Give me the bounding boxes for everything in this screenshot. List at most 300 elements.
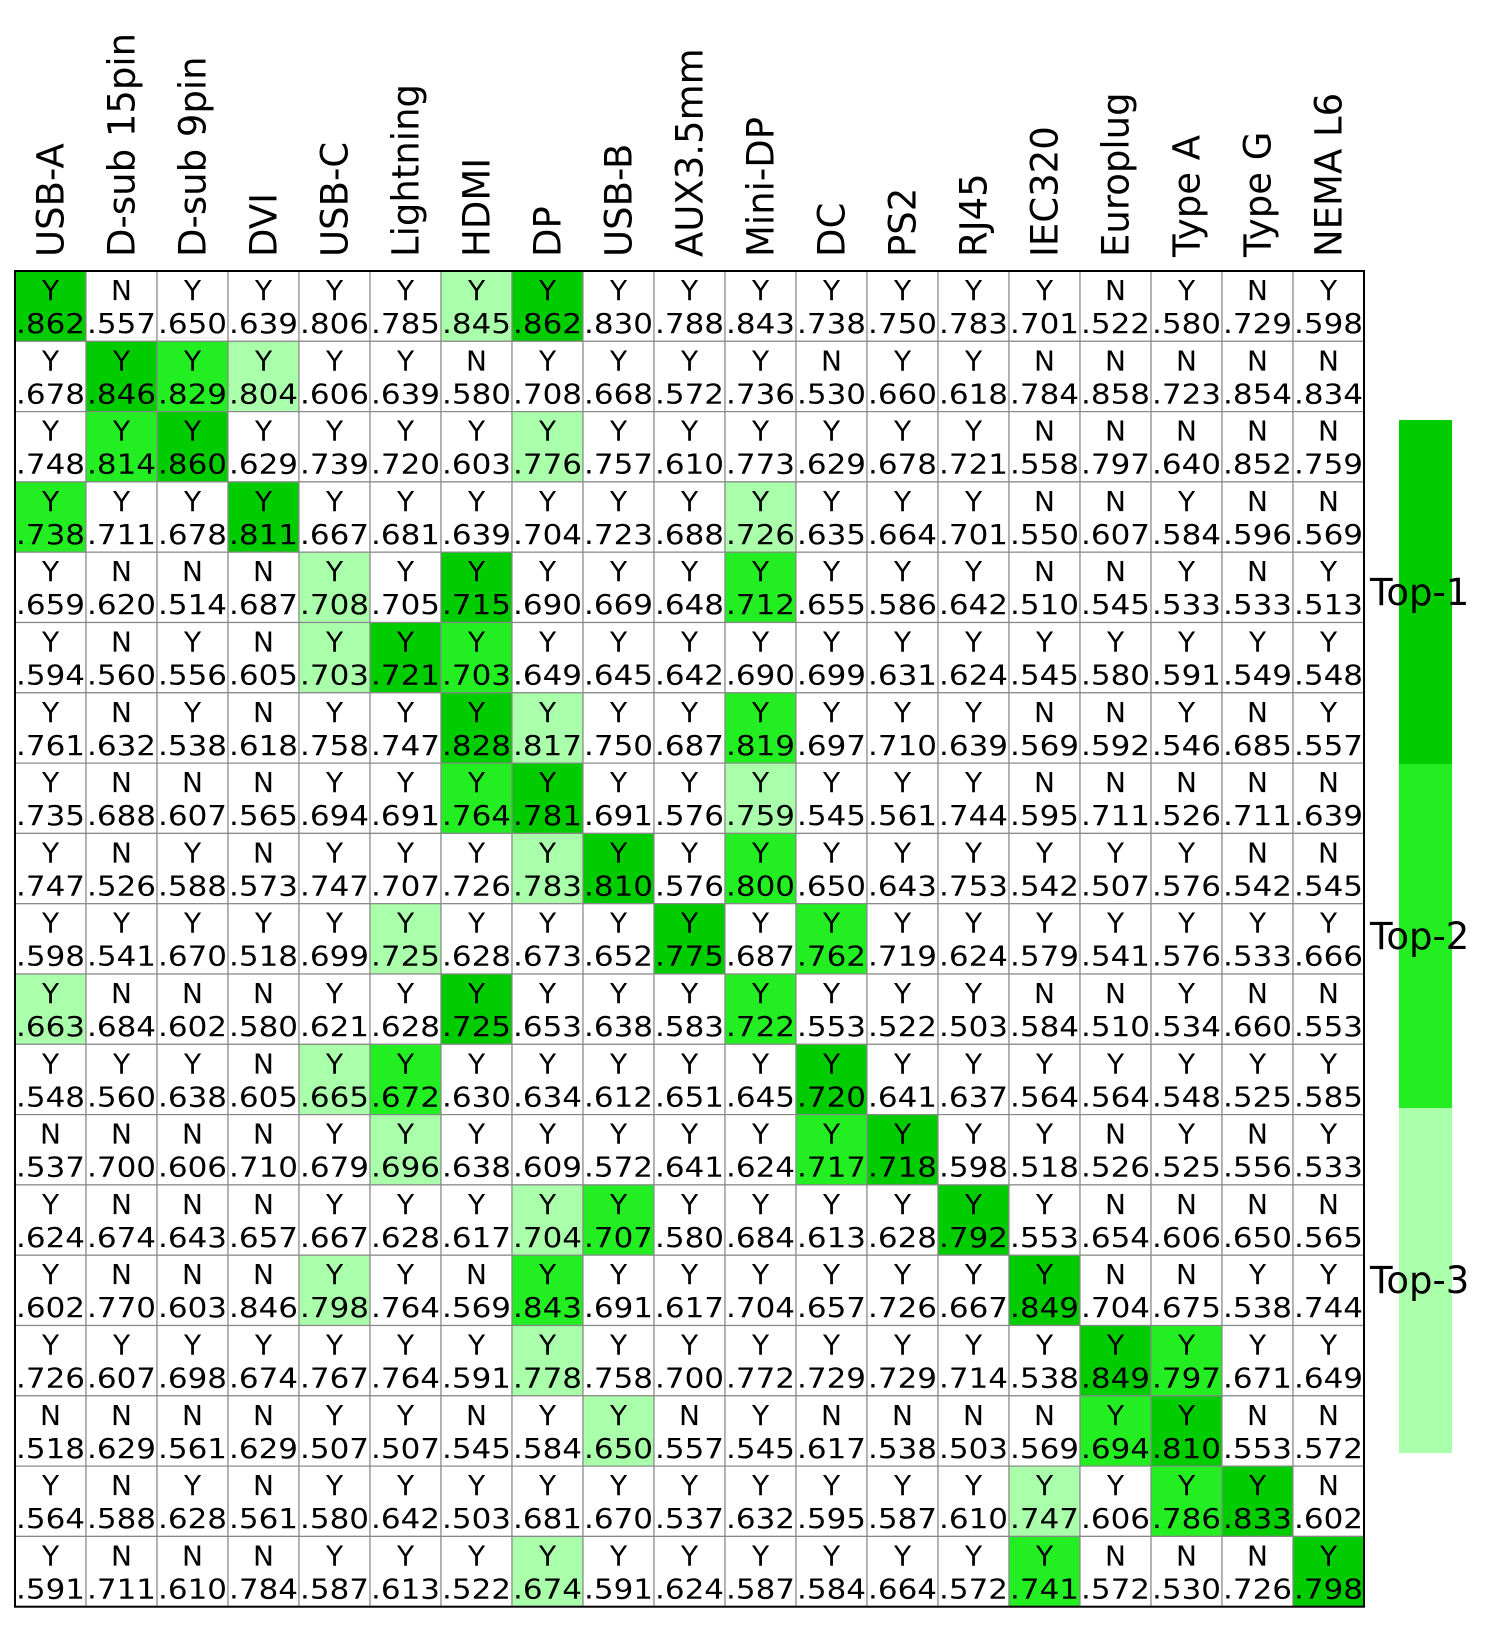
cell-score-label: .697 xyxy=(797,728,866,762)
cell-score-label: .687 xyxy=(655,728,724,762)
cell-score-label: .785 xyxy=(371,307,440,340)
cell-match-label: N xyxy=(1318,484,1339,518)
cell-score-label: .650 xyxy=(797,869,866,903)
cell-score-label: .741 xyxy=(1010,1572,1079,1606)
column-labels xyxy=(30,33,1351,258)
cell-match-label: N xyxy=(111,836,132,870)
cell-match-label: N xyxy=(1318,1187,1339,1221)
cell-score-label: .762 xyxy=(797,939,866,973)
cell-match-label: Y xyxy=(680,766,699,800)
cell-score-label: .784 xyxy=(229,1572,298,1606)
cell-match-label: Y xyxy=(112,1047,131,1081)
cell-match-label: Y xyxy=(964,1117,983,1151)
cell-score-label: .584 xyxy=(797,1572,866,1606)
cell-match-label: N xyxy=(253,695,274,729)
cell-match-label: Y xyxy=(1035,836,1054,870)
cell-score-label: .591 xyxy=(16,1572,85,1606)
cell-match-label: Y xyxy=(680,1469,699,1503)
cell-score-label: .525 xyxy=(1152,1150,1221,1184)
cell-match-label: Y xyxy=(396,695,415,729)
cell-match-label: Y xyxy=(183,1469,202,1503)
cell-score-label: .720 xyxy=(797,1080,866,1114)
cell-score-label: .569 xyxy=(442,1291,511,1325)
cell-score-label: .694 xyxy=(1081,1431,1150,1465)
cell-score-label: .738 xyxy=(797,307,866,340)
cell-match-label: Y xyxy=(254,414,273,448)
cell-match-label: Y xyxy=(325,344,344,378)
cell-match-label: Y xyxy=(1177,1047,1196,1081)
cell-match-label: N xyxy=(1105,1117,1126,1151)
cell-score-label: .553 xyxy=(1223,1431,1292,1465)
cell-score-label: .729 xyxy=(868,1361,937,1395)
cell-match-label: Y xyxy=(1035,1187,1054,1221)
cell-match-label: N xyxy=(111,1117,132,1151)
cell-score-label: .764 xyxy=(371,1361,440,1395)
cell-score-label: .684 xyxy=(726,1220,795,1254)
cell-match-label: Y xyxy=(609,1187,628,1221)
cell-score-label: .707 xyxy=(584,1220,653,1254)
cell-score-label: .674 xyxy=(513,1572,582,1606)
cell-match-label: Y xyxy=(467,1328,486,1362)
cell-score-label: .605 xyxy=(229,1080,298,1114)
cell-score-label: .846 xyxy=(229,1291,298,1325)
cell-match-label: Y xyxy=(964,1047,983,1081)
cell-match-label: Y xyxy=(1177,555,1196,589)
cell-score-label: .640 xyxy=(1152,447,1221,481)
cell-score-label: .659 xyxy=(16,588,85,622)
cell-score-label: .503 xyxy=(939,1431,1008,1465)
cell-match-label: N xyxy=(1105,414,1126,448)
cell-score-label: .526 xyxy=(1152,799,1221,833)
cell-score-label: .621 xyxy=(300,1010,369,1043)
cell-score-label: .605 xyxy=(229,658,298,692)
cell-match-label: Y xyxy=(538,1258,557,1292)
cell-match-label: N xyxy=(253,1187,274,1221)
cell-match-label: Y xyxy=(112,906,131,940)
cell-score-label: .522 xyxy=(442,1572,511,1606)
cell-score-label: .550 xyxy=(1010,517,1079,551)
cell-score-label: .569 xyxy=(1010,728,1079,762)
cell-score-label: .624 xyxy=(726,1150,795,1184)
cell-score-label: .638 xyxy=(442,1150,511,1184)
cell-score-label: .735 xyxy=(16,799,85,833)
cell-match-label: Y xyxy=(1035,625,1054,659)
cell-match-label: Y xyxy=(538,274,557,307)
cell-score-label: .705 xyxy=(371,588,440,622)
cell-score-label: .507 xyxy=(371,1431,440,1465)
cell-match-label: N xyxy=(1318,977,1339,1010)
cell-match-label: Y xyxy=(609,625,628,659)
cell-match-label: Y xyxy=(325,1258,344,1292)
cell-score-label: .514 xyxy=(158,588,227,622)
cell-score-label: .701 xyxy=(939,517,1008,551)
cell-score-label: .783 xyxy=(513,869,582,903)
cell-score-label: .664 xyxy=(868,1572,937,1606)
cell-match-label: Y xyxy=(1248,906,1267,940)
cell-score-label: .660 xyxy=(1223,1010,1292,1043)
cell-score-label: .684 xyxy=(87,1010,156,1043)
cell-score-label: .629 xyxy=(229,1431,298,1465)
cell-match-label: Y xyxy=(822,555,841,589)
cell-match-label: Y xyxy=(538,555,557,589)
cell-match-label: Y xyxy=(254,906,273,940)
cell-match-label: Y xyxy=(41,1328,60,1362)
cell-score-label: .714 xyxy=(939,1361,1008,1395)
cell-match-label: N xyxy=(1247,484,1268,518)
cell-score-label: .786 xyxy=(1152,1502,1221,1536)
cell-score-label: .526 xyxy=(87,869,156,903)
cell-score-label: .670 xyxy=(584,1502,653,1536)
cell-match-label: N xyxy=(1247,695,1268,729)
cell-match-label: Y xyxy=(1035,1047,1054,1081)
cell-score-label: .607 xyxy=(1081,517,1150,551)
cell-match-label: Y xyxy=(41,344,60,378)
cell-score-label: .548 xyxy=(1152,1080,1221,1114)
cell-match-label: Y xyxy=(396,1258,415,1292)
cell-score-label: .843 xyxy=(726,307,795,340)
cell-match-label: Y xyxy=(41,766,60,800)
cell-score-label: .538 xyxy=(868,1431,937,1465)
cell-score-label: .584 xyxy=(1152,517,1221,551)
cell-match-label: Y xyxy=(680,344,699,378)
cell-score-label: .641 xyxy=(868,1080,937,1114)
cell-match-label: Y xyxy=(609,1398,628,1432)
cell-score-label: .537 xyxy=(16,1150,85,1184)
cell-score-label: .784 xyxy=(1010,377,1079,411)
cell-match-label: Y xyxy=(893,1469,912,1503)
cell-match-label: Y xyxy=(325,1539,344,1573)
cell-score-label: .510 xyxy=(1010,588,1079,622)
cell-score-label: .704 xyxy=(513,517,582,551)
cell-match-label: Y xyxy=(325,977,344,1010)
cell-score-label: .703 xyxy=(300,658,369,692)
cell-match-label: Y xyxy=(396,1328,415,1362)
cell-match-label: Y xyxy=(325,1328,344,1362)
cell-score-label: .649 xyxy=(1294,1361,1363,1395)
cell-match-label: Y xyxy=(467,1047,486,1081)
cell-score-label: .667 xyxy=(300,1220,369,1254)
cell-score-label: .606 xyxy=(1152,1220,1221,1254)
column-label: DC xyxy=(810,202,854,257)
cell-match-label: Y xyxy=(396,906,415,940)
cell-score-label: .810 xyxy=(584,869,653,903)
cell-match-label: Y xyxy=(183,1047,202,1081)
cell-score-label: .665 xyxy=(300,1080,369,1114)
cell-match-label: Y xyxy=(396,977,415,1010)
column-label: AUX3.5mm xyxy=(668,48,712,257)
cell-match-label: N xyxy=(1247,1117,1268,1151)
cell-score-label: .703 xyxy=(442,658,511,692)
cell-score-label: .654 xyxy=(1081,1220,1150,1254)
cell-match-label: Y xyxy=(822,274,841,307)
cell-score-label: .579 xyxy=(1010,939,1079,973)
cell-score-label: .569 xyxy=(1294,517,1363,551)
cell-score-label: .690 xyxy=(513,588,582,622)
cell-match-label: Y xyxy=(538,1047,557,1081)
cell-match-label: N xyxy=(1176,344,1197,378)
cell-match-label: N xyxy=(253,977,274,1010)
cell-score-label: .580 xyxy=(1081,658,1150,692)
cell-match-label: Y xyxy=(396,766,415,800)
cell-match-label: Y xyxy=(1319,274,1338,307)
column-label: DVI xyxy=(242,192,286,257)
cell-match-label: Y xyxy=(964,695,983,729)
cell-match-label: Y xyxy=(1035,274,1054,307)
cell-match-label: Y xyxy=(751,695,770,729)
cell-match-label: Y xyxy=(325,1398,344,1432)
cell-match-label: Y xyxy=(822,977,841,1010)
cell-match-label: Y xyxy=(183,836,202,870)
cell-score-label: .613 xyxy=(371,1572,440,1606)
cell-match-label: Y xyxy=(538,1187,557,1221)
cell-match-label: Y xyxy=(893,1539,912,1573)
cell-match-label: Y xyxy=(609,484,628,518)
cell-score-label: .628 xyxy=(371,1010,440,1043)
cell-match-label: Y xyxy=(41,1539,60,1573)
cell-match-label: N xyxy=(1105,274,1126,307)
cell-score-label: .858 xyxy=(1081,377,1150,411)
cell-score-label: .503 xyxy=(442,1502,511,1536)
cell-match-label: N xyxy=(182,766,203,800)
column-label: Mini-DP xyxy=(739,116,783,257)
cell-score-label: .681 xyxy=(371,517,440,551)
cell-score-label: .645 xyxy=(584,658,653,692)
cell-score-label: .652 xyxy=(584,939,653,973)
cell-score-label: .758 xyxy=(300,728,369,762)
cell-match-label: Y xyxy=(893,625,912,659)
cell-match-label: Y xyxy=(538,625,557,659)
cell-match-label: Y xyxy=(822,1539,841,1573)
cell-score-label: .617 xyxy=(442,1220,511,1254)
cell-match-label: N xyxy=(1247,977,1268,1010)
cell-score-label: .673 xyxy=(513,939,582,973)
cell-score-label: .584 xyxy=(1010,1010,1079,1043)
cell-score-label: .541 xyxy=(1081,939,1150,973)
cell-score-label: .545 xyxy=(1010,658,1079,692)
cell-score-label: .556 xyxy=(1223,1150,1292,1184)
cell-score-label: .663 xyxy=(16,1010,85,1043)
cell-score-label: .788 xyxy=(655,307,724,340)
cell-match-label: N xyxy=(1176,414,1197,448)
cell-score-label: .678 xyxy=(16,377,85,411)
cell-score-label: .639 xyxy=(229,307,298,340)
cell-match-label: N xyxy=(1105,1187,1126,1221)
cell-score-label: .526 xyxy=(1081,1150,1150,1184)
cell-match-label: Y xyxy=(41,414,60,448)
cell-score-label: .595 xyxy=(1010,799,1079,833)
cell-match-label: Y xyxy=(680,1328,699,1362)
cell-score-label: .641 xyxy=(655,1150,724,1184)
cell-match-label: Y xyxy=(538,1328,557,1362)
cell-match-label: N xyxy=(253,1539,274,1573)
cell-match-label: Y xyxy=(538,1117,557,1151)
cell-score-label: .587 xyxy=(868,1502,937,1536)
cell-match-label: Y xyxy=(325,1469,344,1503)
cell-match-label: Y xyxy=(964,1187,983,1221)
cell-score-label: .849 xyxy=(1010,1291,1079,1325)
cell-score-label: .629 xyxy=(229,447,298,481)
cell-score-label: .639 xyxy=(442,517,511,551)
cell-score-label: .707 xyxy=(371,869,440,903)
cell-score-label: .672 xyxy=(371,1080,440,1114)
cell-match-label: N xyxy=(1176,1258,1197,1292)
cell-score-label: .678 xyxy=(158,517,227,551)
cell-score-label: .586 xyxy=(868,588,937,622)
cell-score-label: .849 xyxy=(1081,1361,1150,1395)
cell-score-label: .711 xyxy=(1081,799,1150,833)
cell-score-label: .862 xyxy=(16,307,85,340)
cell-match-label: Y xyxy=(1319,695,1338,729)
cell-score-label: .704 xyxy=(726,1291,795,1325)
cell-match-label: Y xyxy=(609,1117,628,1151)
cell-score-label: .580 xyxy=(1152,307,1221,340)
cell-score-label: .696 xyxy=(371,1150,440,1184)
cell-score-label: .757 xyxy=(584,447,653,481)
cell-match-label: Y xyxy=(41,484,60,518)
cell-score-label: .522 xyxy=(1081,307,1150,340)
cell-match-label: N xyxy=(1034,484,1055,518)
cell-match-label: Y xyxy=(41,1187,60,1221)
cell-score-label: .580 xyxy=(655,1220,724,1254)
cell-score-label: .585 xyxy=(1294,1080,1363,1114)
cell-score-label: .612 xyxy=(584,1080,653,1114)
cell-score-label: .834 xyxy=(1294,377,1363,411)
cell-score-label: .679 xyxy=(300,1150,369,1184)
cell-score-label: .507 xyxy=(300,1431,369,1465)
column-label: HDMI xyxy=(455,157,499,257)
cell-score-label: .642 xyxy=(655,658,724,692)
cell-score-label: .862 xyxy=(513,307,582,340)
column-label: IEC320 xyxy=(1023,126,1067,257)
cell-match-label: Y xyxy=(467,555,486,589)
cell-match-label: N xyxy=(182,555,203,589)
cell-score-label: .798 xyxy=(300,1291,369,1325)
cell-score-label: .764 xyxy=(371,1291,440,1325)
cell-match-label: Y xyxy=(751,625,770,659)
cell-match-label: Y xyxy=(325,274,344,307)
cell-score-label: .775 xyxy=(655,939,724,973)
cell-match-label: Y xyxy=(1177,274,1196,307)
cell-match-label: Y xyxy=(396,1187,415,1221)
cell-match-label: N xyxy=(1034,344,1055,378)
cell-score-label: .691 xyxy=(584,799,653,833)
cell-match-label: N xyxy=(111,274,132,307)
cell-score-label: .638 xyxy=(584,1010,653,1043)
cell-score-label: .700 xyxy=(655,1361,724,1395)
cell-match-label: Y xyxy=(41,977,60,1010)
cell-score-label: .675 xyxy=(1152,1291,1221,1325)
cell-score-label: .603 xyxy=(442,447,511,481)
cell-match-label: Y xyxy=(41,906,60,940)
cell-score-label: .538 xyxy=(158,728,227,762)
cell-match-label: Y xyxy=(1177,1469,1196,1503)
cell-score-label: .561 xyxy=(158,1431,227,1465)
cell-score-label: .613 xyxy=(797,1220,866,1254)
cell-score-label: .712 xyxy=(726,588,795,622)
cell-match-label: N xyxy=(253,1047,274,1081)
cell-match-label: Y xyxy=(1177,977,1196,1010)
cell-match-label: Y xyxy=(183,695,202,729)
cell-match-label: Y xyxy=(893,1187,912,1221)
cell-match-label: Y xyxy=(1177,1117,1196,1151)
cell-match-label: Y xyxy=(538,344,557,378)
legend xyxy=(1369,420,1469,1453)
cell-match-label: Y xyxy=(467,414,486,448)
cell-match-label: Y xyxy=(751,414,770,448)
cell-match-label: N xyxy=(466,344,487,378)
cell-match-label: Y xyxy=(538,906,557,940)
cell-score-label: .829 xyxy=(158,377,227,411)
cell-score-label: .688 xyxy=(87,799,156,833)
cell-match-label: Y xyxy=(467,1469,486,1503)
cell-match-label: Y xyxy=(1035,1539,1054,1573)
cell-score-label: .607 xyxy=(158,799,227,833)
cell-score-label: .667 xyxy=(300,517,369,551)
cell-match-label: Y xyxy=(467,695,486,729)
cell-score-label: .557 xyxy=(655,1431,724,1465)
cell-score-label: .634 xyxy=(513,1080,582,1114)
cell-match-label: Y xyxy=(893,1328,912,1362)
cell-score-label: .541 xyxy=(87,939,156,973)
cell-match-label: N xyxy=(963,1398,984,1432)
cell-match-label: Y xyxy=(325,836,344,870)
cell-match-label: Y xyxy=(538,836,557,870)
cell-match-label: Y xyxy=(751,1187,770,1221)
cell-score-label: .819 xyxy=(726,728,795,762)
cell-score-label: .833 xyxy=(1223,1502,1292,1536)
cell-match-label: Y xyxy=(751,1398,770,1432)
cell-match-label: N xyxy=(111,1539,132,1573)
column-label: USB-C xyxy=(313,141,357,257)
cell-match-label: Y xyxy=(893,906,912,940)
cell-score-label: .744 xyxy=(1294,1291,1363,1325)
cell-score-label: .854 xyxy=(1223,377,1292,411)
cell-match-label: Y xyxy=(538,1539,557,1573)
cell-match-label: N xyxy=(1176,766,1197,800)
cell-score-label: .846 xyxy=(87,377,156,411)
cell-match-label: Y xyxy=(680,1117,699,1151)
cell-score-label: .522 xyxy=(868,1010,937,1043)
cell-match-label: Y xyxy=(609,1469,628,1503)
cell-match-label: Y xyxy=(680,625,699,659)
cell-score-label: .624 xyxy=(655,1572,724,1606)
cell-score-label: .747 xyxy=(16,869,85,903)
cell-score-label: .533 xyxy=(1152,588,1221,622)
cell-score-label: .698 xyxy=(158,1361,227,1395)
cell-score-label: .649 xyxy=(513,658,582,692)
cell-match-label: N xyxy=(1105,1539,1126,1573)
cell-match-label: Y xyxy=(538,695,557,729)
cell-score-label: .674 xyxy=(229,1361,298,1395)
cell-score-label: .609 xyxy=(513,1150,582,1184)
cell-score-label: .750 xyxy=(868,307,937,340)
cell-match-label: Y xyxy=(893,484,912,518)
cell-match-label: Y xyxy=(822,1187,841,1221)
cell-score-label: .694 xyxy=(300,799,369,833)
cell-score-label: .776 xyxy=(513,447,582,481)
cell-score-label: .572 xyxy=(1294,1431,1363,1465)
cell-match-label: Y xyxy=(1177,1398,1196,1432)
cell-score-label: .606 xyxy=(158,1150,227,1184)
cell-match-label: N xyxy=(182,977,203,1010)
cell-match-label: N xyxy=(1034,766,1055,800)
cell-score-label: .726 xyxy=(726,517,795,551)
cell-score-label: .800 xyxy=(726,869,795,903)
cell-match-label: N xyxy=(182,1187,203,1221)
cell-match-label: Y xyxy=(1177,1328,1196,1362)
cell-score-label: .507 xyxy=(1081,869,1150,903)
cell-match-label: Y xyxy=(41,555,60,589)
